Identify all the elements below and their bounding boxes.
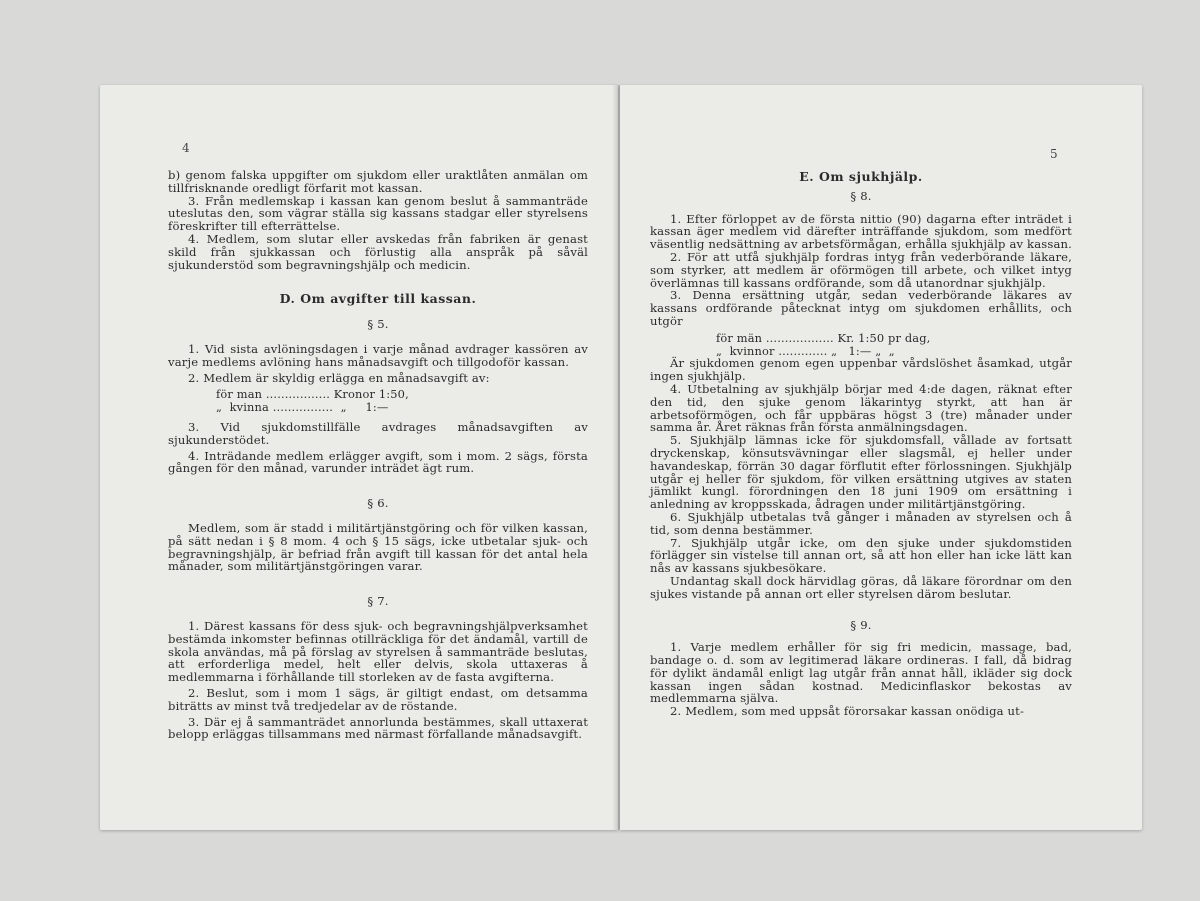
paragraph: 5. Sjukhjälp lämnas icke för sjukdomsfall, vållade av fortsatt dryckenskap, könsutsvävningar eller slagsmål, ej heller under havandeskap, förrän 30 dagar förflutit efter förlossningen. Sjukhjälp utgår ej heller för sjukdom, för vilken ersättning utgives av staten jämlikt kungl. förordningen den 18 juni 1909 om ersättning i anledning av kroppsskada, ådragen under militärtjänstgöring. <box>650 433 1072 512</box>
paragraph: 3. Där ej å sammanträdet annorlunda bestämmes, skall uttaxerat belopp erläggas tillsammans med närmast förfallande månadsavgift. <box>168 714 588 742</box>
paragraph: 4. Medlem, som slutar eller avskedas från fabriken är genast skild från sjukkassan och förlustig alla anspråk på såväl sjukunderstöd som begravningshjälp och medicin. <box>168 231 588 272</box>
paragraph: 4. Utbetalning av sjukhjälp börjar med 4:de dagen, räknat efter den tid, den sjuke genom läkarintyg styrkt, att han är arbetsoförmögen, och får uppbäras högst 3 (tre) månader under samma år. Året räknas från första anmälningsdagen. <box>650 381 1072 435</box>
sick-pay-rate-men: för män .................. Kr. 1:50 pr dag, <box>716 330 931 345</box>
page-number: 5 <box>1050 147 1058 161</box>
left-text-column <box>168 169 588 741</box>
fee-rate-women: „ kvinna ................ „ 1:— <box>216 400 389 415</box>
section-heading: D. Om avgifter till kassan. <box>279 291 477 307</box>
paragraph: 6. Sjukhjälp utbetalas två gånger i månaden av styrelsen och å tid, som denna bestämmer. <box>650 509 1072 537</box>
section-heading: E. Om sjukhjälp. <box>799 169 923 184</box>
section-number: § 5. <box>367 317 389 332</box>
paragraph: 3. Denna ersättning utgår, sedan vederbörande läkares av kassans ordförande påtecknat intyg om sjukdomen erhållits, och utgör <box>650 288 1072 328</box>
section-number: § 9. <box>850 617 872 632</box>
paragraph: 1. Vid sista avlöningsdagen i varje månad avdrager kassören av varje medlems avlöning hans månadsavgift och tillgodoför kassan. <box>168 341 588 369</box>
right-page <box>620 85 1142 830</box>
paragraph: 2. Medlem är skyldig erlägga en månadsavgift av: <box>188 370 490 385</box>
paragraph: 7. Sjukhjälp utgår icke, om den sjuke under sjukdomstiden förlägger sin vistelse till annan ort, så att hon eller han icke lätt kan nås av kassans sjukbesökare. <box>650 535 1072 576</box>
paragraph: 1. Därest kassans för dess sjuk- och begravningshjälpverksamhet bestämda inkomster befinnas otillräckliga för det ändamål, vartill de skola användas, må på förslag av styrelsen å sammanträde beslutas, att erforderliga medel, helt eller delvis, skola uttaxeras å medlemmarna i förhållande till storleken av de fasta avgifterna. <box>168 618 588 685</box>
paragraph: Medlem, som är stadd i militärtjänstgöring och för vilken kassan, på sätt nedan i § 8 mom. 4 och § 15 sägs, icke utbetalar sjuk- och begravningshjälp, är befriad från avgift till kassan för det antal hela månader, som militärtjänstgöringen varar. <box>168 520 588 574</box>
paragraph: 3. Från medlemskap i kassan kan genom beslut å sammanträde uteslutas den, som vägrar ställa sig kassans stadgar eller styrelsens föreskrifter till efterrättelse. <box>168 193 588 234</box>
paragraph: 2. För att utfå sjukhjälp fordras intyg från vederbörande läkare, som styrker, att medlem är oförmögen till arbete, och vilket intyg överlämnas till kassans ordförande, som då utanordnar sjukhjälp. <box>650 249 1072 290</box>
paragraph: b) genom falska uppgifter om sjukdom eller uraktlåten anmälan om tillfrisknande oredligt förfarit mot kassan. <box>168 168 588 195</box>
sick-pay-rate-women: „ kvinnor ............. „ 1:— „ „ <box>716 343 895 358</box>
right-text-column <box>650 169 1072 718</box>
section-number: § 8. <box>850 188 872 203</box>
left-page <box>100 85 618 830</box>
paragraph: 2. Medlem, som med uppsåt förorsakar kassan onödiga ut- <box>670 704 1025 719</box>
paragraph: 1. Efter förloppet av de första nittio (90) dagarna efter inträdet i kassan äger medlem vid därefter inträffande sjukdom, som medfört väsentlig nedsättning av arbetsförmågan, erhålla sjukhjälp av kassan. <box>650 211 1073 252</box>
section-number: § 7. <box>367 594 389 609</box>
paragraph: 4. Inträdande medlem erlägger avgift, som i mom. 2 sägs, första gången för den månad, varunder inträdet ägt rum. <box>168 448 588 476</box>
paragraph: 1. Varje medlem erhåller för sig fri medicin, massage, bad, bandage o. d. som av legitimerad läkare ordineras. I fall, då bidrag för dylikt ändamål enligt lag utgår från annat håll, ikläder sig dock kassan ingen sådan kostnad. Medicinflaskor bekostas av medlemmarna själva. <box>650 640 1072 706</box>
fee-rate-men: för man ................. Kronor 1:50, <box>216 387 409 402</box>
paragraph: Undantag skall dock härvidlag göras, då läkare förordnar om den sjukes vistande på annan ort eller styrelsen därom beslutar. <box>650 573 1072 601</box>
section-number: § 6. <box>367 496 389 511</box>
paragraph: Är sjukdomen genom egen uppenbar vårdslöshet åsamkad, utgår ingen sjukhjälp. <box>650 356 1072 384</box>
paragraph: 3. Vid sjukdomstillfälle avdrages månadsavgiften av sjukunderstödet. <box>168 419 588 447</box>
paragraph: 2. Beslut, som i mom 1 sägs, är giltigt endast, om detsamma biträtts av minst två tredjedelar av de röstande. <box>168 685 588 713</box>
page-number: 4 <box>182 141 190 155</box>
